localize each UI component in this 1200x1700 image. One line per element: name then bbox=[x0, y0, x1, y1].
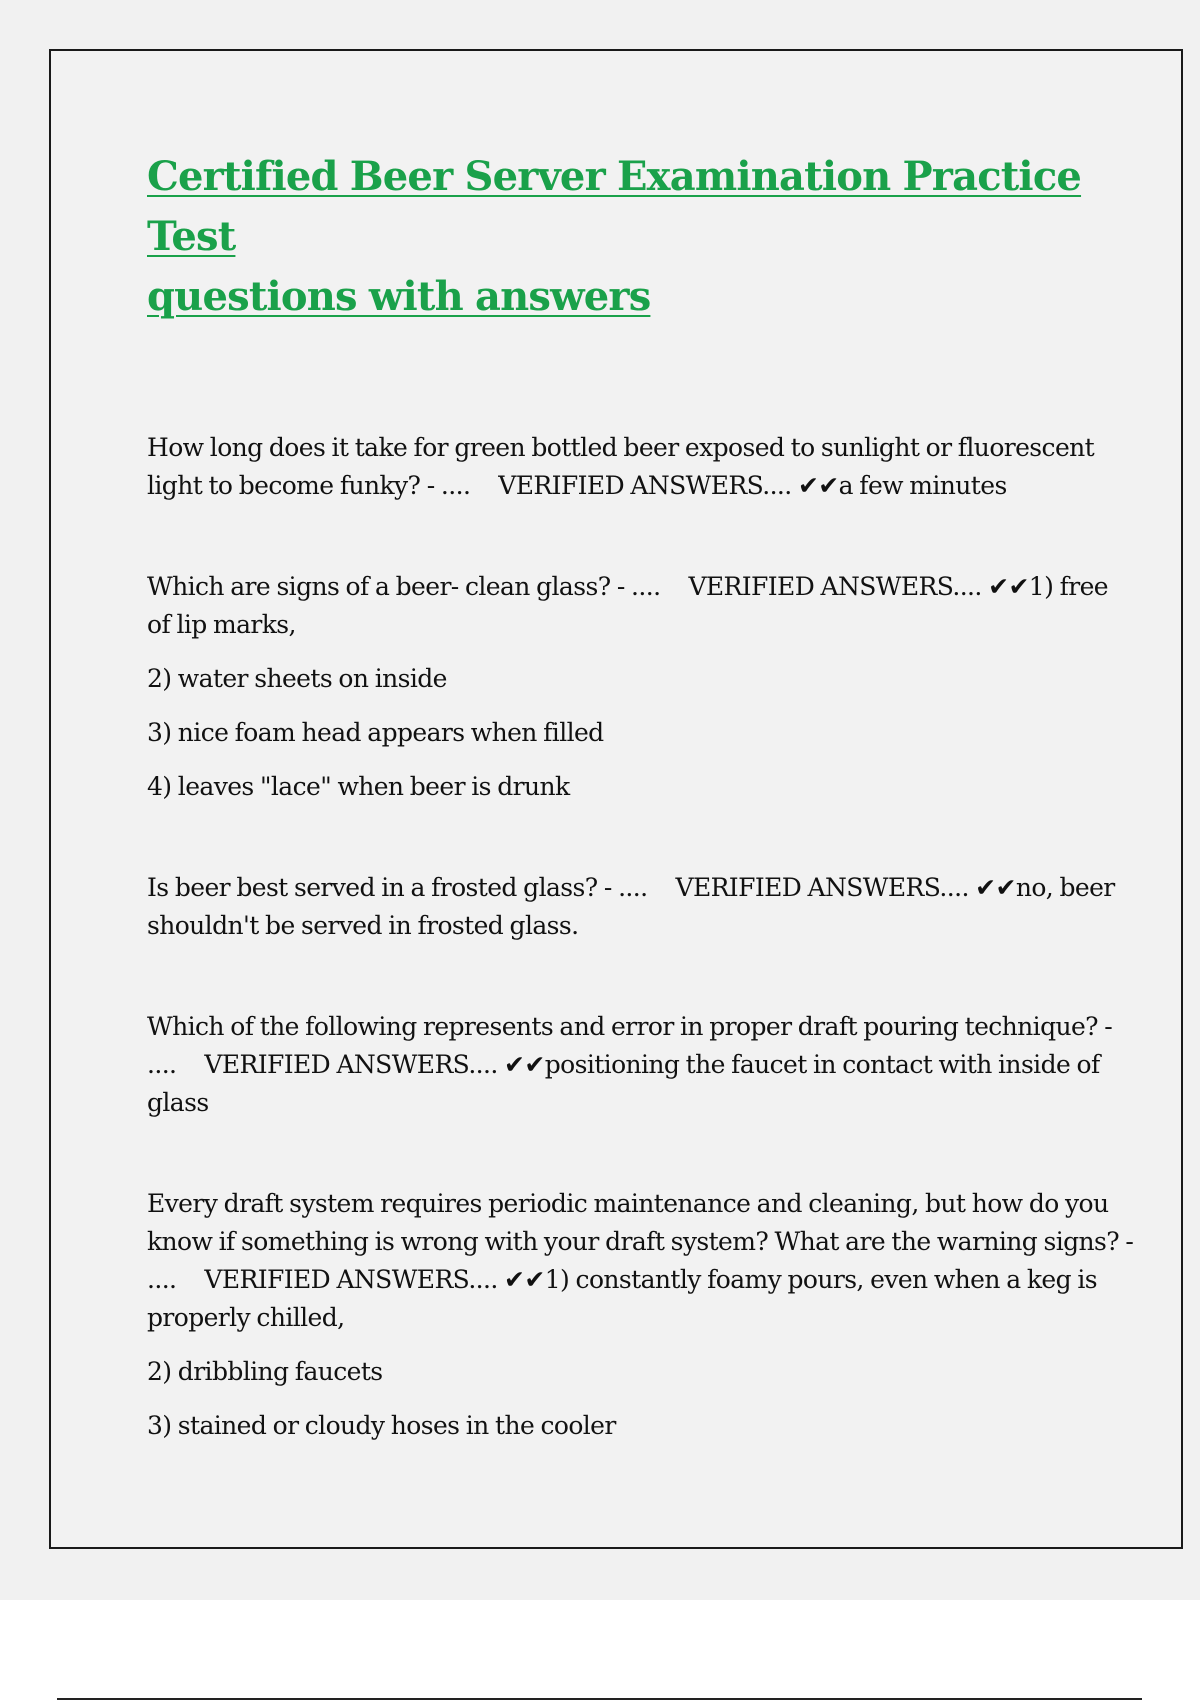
answer-text: a few minutes bbox=[838, 471, 1007, 500]
answer-list-item: 2) dribbling faucets bbox=[147, 1357, 383, 1386]
page-frame bbox=[49, 49, 1183, 1549]
document-content bbox=[147, 147, 1137, 1508]
document-title bbox=[147, 147, 1137, 327]
qa-block-3 bbox=[147, 869, 1137, 945]
answer-text: positioning the faucet in contact with inside of glass bbox=[147, 1050, 1100, 1117]
qa-block-2 bbox=[147, 568, 1137, 806]
qa-block-4 bbox=[147, 1008, 1137, 1122]
title-line-2: questions with answers bbox=[147, 273, 651, 320]
answer-marker: VERIFIED ANSWERS.... ✔✔ bbox=[688, 572, 1029, 601]
answer-list-item: 2) water sheets on inside bbox=[147, 664, 447, 693]
answer-text: 1) free of lip marks, bbox=[147, 572, 1108, 639]
qa-text bbox=[147, 1185, 1137, 1337]
qa-text bbox=[147, 869, 1137, 945]
answer-marker: VERIFIED ANSWERS.... ✔✔ bbox=[675, 873, 1016, 902]
question-text: Which are signs of a beer- clean glass? - .... bbox=[147, 572, 661, 601]
question-text: Which of the following represents and error in proper draft pouring technique? - .... bbox=[147, 1012, 1113, 1079]
qa-block-5 bbox=[147, 1185, 1137, 1445]
answer-text: no, beer shouldn't be served in frosted glass. bbox=[147, 873, 1115, 940]
question-text: Is beer best served in a frosted glass? - .... bbox=[147, 873, 648, 902]
title-line-1: Certified Beer Server Examination Practice Test bbox=[147, 153, 1082, 260]
answer-list-item: 4) leaves "lace" when beer is drunk bbox=[147, 772, 570, 801]
qa-text bbox=[147, 568, 1137, 644]
answer-marker: VERIFIED ANSWERS.... ✔✔ bbox=[498, 471, 839, 500]
answer-marker: VERIFIED ANSWERS.... ✔✔ bbox=[204, 1265, 545, 1294]
answer-marker: VERIFIED ANSWERS.... ✔✔ bbox=[204, 1050, 545, 1079]
qa-block-1 bbox=[147, 429, 1137, 505]
question-text: How long does it take for green bottled beer exposed to sunlight or fluorescent light to become funky? - .... bbox=[147, 433, 1095, 500]
question-text: Every draft system requires periodic maintenance and cleaning, but how do you know if something is wrong with your draft system? What are the warning signs? - .... bbox=[147, 1189, 1134, 1294]
qa-text bbox=[147, 1008, 1137, 1122]
answer-list-item: 3) nice foam head appears when filled bbox=[147, 718, 604, 747]
qa-text bbox=[147, 429, 1137, 505]
next-page-area bbox=[0, 1600, 1200, 1700]
answer-list-item: 3) stained or cloudy hoses in the cooler bbox=[147, 1411, 616, 1440]
answer-text: 1) constantly foamy pours, even when a keg is properly chilled, bbox=[147, 1265, 1097, 1332]
